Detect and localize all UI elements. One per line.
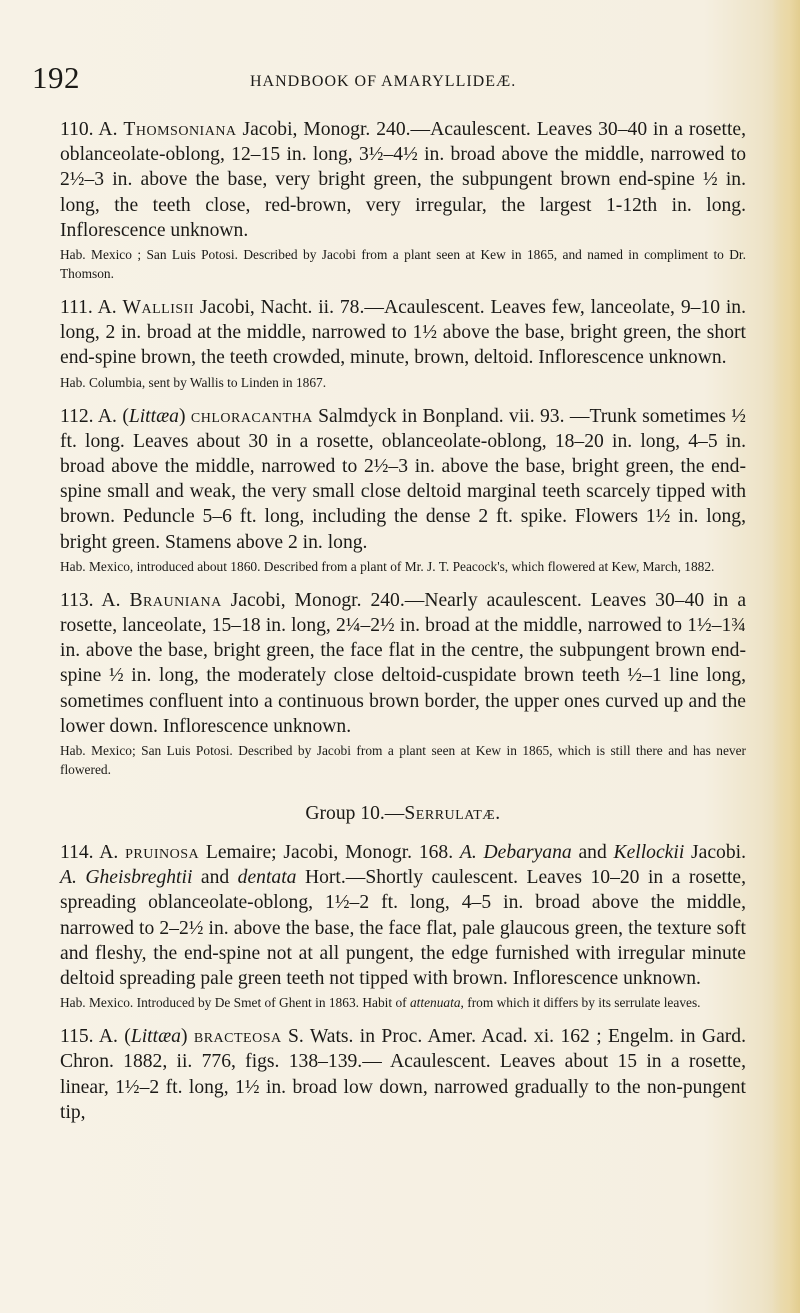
- related-species: attenuata: [409, 995, 461, 1011]
- bracket-close: ): [178, 405, 191, 427]
- species-entry-112: [60, 404, 746, 555]
- habitat-note-111: Hab. Columbia, sent by Wallis to Linden in 1867.: [60, 374, 327, 390]
- species-name: bracteosa: [193, 1026, 282, 1048]
- group-name: Serrulatæ.: [404, 803, 501, 825]
- connector-text: and: [571, 842, 614, 864]
- group-label: Group 10.—: [305, 803, 405, 825]
- page-number: 192: [32, 60, 80, 95]
- citation-text: Jacobi.: [684, 842, 746, 864]
- synonym-name: Kellockii: [613, 842, 685, 864]
- species-name: Thomsoniana: [123, 119, 237, 140]
- entry-number: 115. A. (: [60, 1026, 131, 1048]
- citation-text: Lemaire; Jacobi, Monogr. 168.: [199, 842, 460, 864]
- entry-number: 112. A. (: [60, 405, 129, 427]
- entry-description: Salmdyck in Bonpland. vii. 93. —Trunk sometimes ½ ft. long. Leaves about 30 in a rosette, oblanceolate-oblong, 18–20 in. long, 4–5 in. broad above the middle, narrowed to 2½–3 in. above the base, bright green, the end-spine small and weak, the very small close deltoid marginal teeth scarcely tipped with brown. Peduncle 5–6 ft. long, including the dense 2 ft. spike. Flowers 1½ in. long, bright green. Stamens above 2 in. long.: [60, 405, 746, 553]
- species-entry-110: [60, 117, 746, 243]
- connector-text: and: [192, 867, 238, 889]
- page-body: [60, 117, 746, 1125]
- subgenus-name: Littæa: [128, 405, 179, 427]
- species-name: chloracantha: [190, 405, 313, 427]
- species-name: Wallisii: [122, 297, 195, 319]
- habitat-text: Hab. Mexico. Introduced by De Smet of Ghent in 1863. Habit of: [60, 995, 410, 1011]
- entry-description: Hort.—Shortly caulescent. Leaves 10–20 in a rosette, spreading oblanceolate-oblong, 1½–2 ft. long, 4–5 in. broad above the middle, narrowed to 2–2½ in. above the base, the face flat, pale glaucous green, the texture soft and fleshy, the end-spine not at all pungent, the edge furnished with irregular minute deltoid spreading pale green teeth not tipped with brown. Inflorescence unknown.: [60, 867, 747, 990]
- running-title: HANDBOOK OF AMARYLLIDEÆ.: [250, 73, 517, 90]
- entry-description: S. Wats. in Proc. Amer. Acad. xi. 162 ; Engelm. in Gard. Chron. 1882, ii. 776, figs. 138–139.— Acaulescent. Leaves about 15 in a rosette, linear, 1½–2 ft. long, 1½ in. broad low down, narrowed gradually to the non-pungent tip,: [60, 1026, 746, 1123]
- group-heading: [60, 801, 746, 826]
- habitat-note-112: Hab. Mexico, introduced about 1860. Described from a plant of Mr. J. T. Peacock's, which flowered at Kew, March, 1882.: [60, 558, 715, 574]
- species-entry-113: [60, 588, 746, 739]
- entry-number: 113. A.: [60, 589, 130, 611]
- page-edge-stain: [772, 0, 800, 1313]
- species-entry-115: [60, 1024, 746, 1125]
- entry-description: Jacobi, Monogr. 240.—Acaulescent. Leaves 30–40 in a rosette, oblanceolate-oblong, 12–15 in. long, 3½–4½ in. broad above the middle, narrowed to 2½–3 in. above the base, very bright green, the subpungent brown end-spine ½ in. long, the teeth close, red-brown, very irregular, the largest 1-12th in. long. Inflorescence unknown.: [60, 119, 746, 241]
- synonym-name: dentata: [237, 867, 297, 889]
- entry-description: Jacobi, Monogr. 240.—Nearly acaulescent. Leaves 30–40 in a rosette, lanceolate, 15–18 in. long, 2¼–2½ in. broad at the middle, narrowed to 1½–1¾ in. above the base, bright green, the face flat in the centre, the subpungent brown end-spine ½ in. long, the moderately close deltoid-cuspidate brown teeth ½–1 line long, sometimes confluent into a continuous brown border, the upper ones curved up and the lower down. Inflorescence unknown.: [60, 589, 747, 737]
- subgenus-name: Littæa: [130, 1026, 181, 1048]
- habitat-note-113: Hab. Mexico; San Luis Potosi. Described by Jacobi from a plant seen at Kew in 1865, which is still there and has never flowered.: [60, 743, 746, 778]
- entry-number: 110. A.: [60, 119, 124, 140]
- entry-description: Jacobi, Nacht. ii. 78.—Acaulescent. Leaves few, lanceolate, 9–10 in. long, 2 in. broad at the middle, narrowed to 1½ above the base, bright green, the short end-spine brown, the teeth crowded, minute, brown, deltoid. Inflorescence unknown.: [60, 297, 747, 369]
- habitat-text: , from which it differs by its serrulate leaves.: [460, 995, 701, 1011]
- page-header: [32, 60, 752, 100]
- entry-number: 111. A.: [60, 297, 123, 319]
- synonym-name: A. Debaryana: [459, 842, 572, 864]
- bracket-close: ): [180, 1026, 194, 1048]
- entry-number: 114. A.: [60, 842, 126, 864]
- species-name: Brauniana: [129, 589, 222, 611]
- habitat-note-110: Hab. Mexico ; San Luis Potosi. Described by Jacobi from a plant seen at Kew in 1865, and named in compliment to Dr. Thomson.: [60, 247, 746, 282]
- species-entry-114: [60, 840, 746, 991]
- species-entry-111: [60, 295, 746, 371]
- synonym-name: A. Gheisbreghtii: [60, 867, 193, 889]
- species-name: pruinosa: [125, 842, 200, 864]
- habitat-note-114: [60, 993, 746, 1012]
